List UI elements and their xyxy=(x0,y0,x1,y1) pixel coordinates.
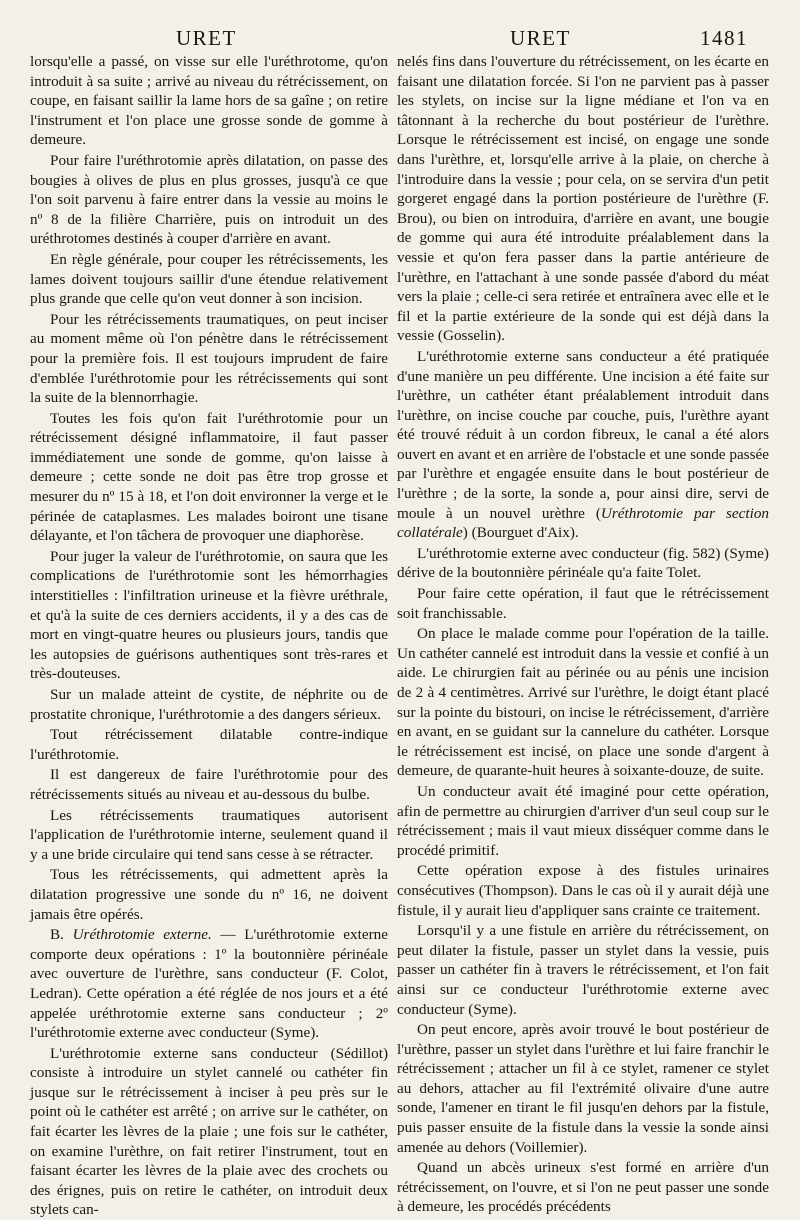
paragraph xyxy=(30,151,388,249)
paragraph xyxy=(397,544,769,583)
paragraph xyxy=(30,685,388,724)
paragraph xyxy=(397,347,769,543)
paragraph xyxy=(30,1044,388,1220)
paragraph-text: Pour faire cette opération, il faut que le rétrécissement soit franchissable. xyxy=(397,585,769,622)
paragraph-text: Sur un malade atteint de cystite, de néphrite ou de prostatite chronique, l'uréthrotomie a des dangers sérieux. xyxy=(30,686,388,723)
paragraph xyxy=(30,865,388,924)
paragraph-text: On place le malade comme pour l'opération de la taille. Un cathéter cannelé est introduit dans la vessie et confié à un aide. Le chirurgien fait au périnée ou au pénis une incision de 2 à 4 centimètres. Arrivé sur l'urèthre, le doigt étant placé sur la pointe du bistouri, on incise le rétrécissement, d'arrière en avant, en se guidant sur la cannelure du cathéter. Lorsque le rétrécissement est incisé, on place une sonde d'argent à demeure, de quarante-huit heures à soixante-douze, de suite. xyxy=(397,625,769,780)
paragraph xyxy=(30,547,388,684)
paragraph-text: B. xyxy=(50,926,73,944)
paragraph-text: L'uréthrotomie externe sans conducteur (Sédillot) consiste à introduire un stylet cannelé ou cathéter fin jusque sur le rétrécissement à inciser à peu près sur le point où le cathéter est arrêté ; on arrive sur le cathéter, on fait écarter les lèvres de la plaie ; une fois sur le cathéter, on examine l'urèthre, on fait retirer l'instrument, tout en faisant écarter les lèvres de la plaie avec des crochets ou des érignes, puis on retire le cathéter, on introduit deux stylets can- xyxy=(30,1044,388,1219)
right-text-column xyxy=(397,52,769,1217)
paragraph xyxy=(397,1020,769,1157)
page-number: 1481 xyxy=(700,26,748,50)
paragraph xyxy=(30,52,388,150)
paragraph-text: Tout rétrécissement dilatable contre-indique l'uréthrotomie. xyxy=(30,726,388,763)
paragraph-text: En règle générale, pour couper les rétrécissements, les lames doivent toujours saillir d'une étendue relativement plus grande que celle qu'on veut donner à son incision. xyxy=(30,250,388,308)
paragraph-text: Pour les rétrécissements traumatiques, on peut inciser au moment même où l'on pénètre dans le rétrécissement pour la première fois. Il est toujours imprudent de faire d'emblée l'uréthrotomie pour les rétrécissements qui sont la suite de la blennorrhagie. xyxy=(30,310,388,407)
paragraph xyxy=(30,250,388,309)
paragraph-text: Cette opération expose à des fistules urinaires consécutives (Thompson). Dans le cas où il y aurait déjà une fistule, il y aurait lieu d'appliquer sans crainte ce traitement. xyxy=(397,862,769,919)
paragraph-text: L'uréthrotomie externe sans conducteur a été pratiquée d'une manière un peu différente. Une incision a été faite sur l'urèthre, un cathéter étant préalablement introduit dans l'urèthre, on incise couche par couche, puis, l'urèthre ayant été trouvé réduit à un cordon fibreux, le canal a été alors ouvert en avant et en arrière de l'obstacle et une sonde passée par l'urèthre et engagée ensuite dans le bout postérieur de l'urèthre ; de la sorte, la sonde a, pour ainsi dire, servi de moule à un nouvel urèthre ( xyxy=(397,347,769,522)
paragraph xyxy=(30,765,388,804)
paragraph xyxy=(397,782,769,860)
paragraph-text: Lorsqu'il y a une fistule en arrière du rétrécissement, on peut dilater la fistule, passer un stylet dans la vessie, puis passer un cathéter fin à travers le rétrécissement, et l'on fait ainsi sur ce conducteur l'uréthrotomie externe avec conducteur (Syme). xyxy=(397,922,769,1018)
paragraph-text: lorsqu'elle a passé, on visse sur elle l'uréthrotome, qu'on introduit à sa suite ; arrivé au niveau du rétrécissement, on coupe, en faisant saillir la lame hors de sa gaîne ; on retire l'instrument et l'on place une grosse sonde de gomme à demeure. xyxy=(30,53,388,149)
paragraph-text: Les rétrécissements traumatiques autorisent l'application de l'uréthrotomie interne, seulement quand il y a une bride circulaire qui tend sans cesse à se rétracter. xyxy=(30,806,388,863)
paragraph xyxy=(30,409,388,546)
left-text-column xyxy=(30,52,388,1220)
paragraph-text: Tous les rétrécissements, qui admettent après la dilatation progressive une sonde du nº 16, ne doivent jamais être opérés. xyxy=(30,866,388,923)
italic-term: Uréthrotomie externe. xyxy=(72,926,212,944)
paragraph xyxy=(397,624,769,781)
paragraph-text: — L'uréthrotomie externe comporte deux opérations : 1º la boutonnière périnéale avec ouverture de l'urèthre, sans conducteur (F. Colot, Ledran). Cette opération a été réglée de nos jours et a été appelée uréthrotomie externe sans conducteur ; 2º l'uréthrotomie externe avec conducteur (Syme). xyxy=(30,926,388,1042)
header-left-title: URET xyxy=(176,26,237,50)
paragraph-text: Quand un abcès urineux s'est formé en arrière d'un rétrécissement, on l'ouvre, et si l'on ne peut passer une sonde à demeure, les procédés précédents xyxy=(397,1159,769,1216)
paragraph xyxy=(397,584,769,623)
paragraph-text: L'uréthrotomie externe avec conducteur (fig. 582) (Syme) dérive de la boutonnière périnéale qu'a faite Tolet. xyxy=(397,544,769,582)
paragraph-text: ) (Bourguet d'Aix). xyxy=(462,524,579,542)
paragraph-text: Pour juger la valeur de l'uréthrotomie, on saura que les complications de l'uréthrotomie sont les hémorrhagies interstitielles : l'infiltration urineuse et la fièvre uréthrale, et qu'à la suite de ces derniers accidents, il y a des cas de mort en vingt-quatre heures ou plusieurs jours, tandis que les autopsies de guérisons authentiques sont très-rares et très-douteuses. xyxy=(30,547,388,683)
paragraph-text: Toutes les fois qu'on fait l'uréthrotomie pour un rétrécissement désigné inflammatoire, il faut passer immédiatement une sonde de gomme, qu'on laisse à demeure ; cette sonde ne doit pas être trop grosse et mesurer du nº 15 à 18, et l'on doit environner la verge et le périnée de cataplasmes. Les malades boiront une tisane délayante, et l'on tâchera de provoquer une diaphorèse. xyxy=(30,409,388,545)
paragraph-text: Il est dangereux de faire l'uréthrotomie pour des rétrécissements situés au niveau et au-dessous du bulbe. xyxy=(30,766,388,803)
paragraph xyxy=(397,861,769,920)
paragraph xyxy=(397,1158,769,1217)
running-header xyxy=(0,26,800,52)
paragraph-text: On peut encore, après avoir trouvé le bout postérieur de l'urèthre, passer un stylet dans l'urèthre et lui faire franchir le rétrécissement ; attacher un fil à ce stylet, ramener ce stylet au dehors, attacher au fil l'extrémité olivaire d'une autre sonde, l'amener en tirant le fil jusqu'en dehors par la fistule, puis passer ensuite de la fistule dans la vessie la sonde ainsi amenée au dehors (Voillemier). xyxy=(397,1021,769,1156)
paragraph xyxy=(397,921,769,1019)
paragraph-text: nelés fins dans l'ouverture du rétrécissement, on les écarte en faisant une dilatation forcée. Si l'on ne parvient pas à passer les stylets, on incise sur la ligne médiane et l'on va en tâtonnant à la recherche du bout postérieur de l'urèthre. Lorsque le rétrécissement est incisé, on engage une sonde dans l'urèthre, et, lorsqu'elle arrive à la plaie, on cherche à l'introduire dans la vessie ; pour cela, on se servira d'un petit gorgeret engagé dans la portion postérieure de l'urèthre (F. Brou), ou bien on introduira, d'arrière en avant, une bougie de gomme qui aura été introduite préalablement dans la vessie et qu'on fera passer dans la partie antérieure de l'urèthre, en l'attachant à une sonde passée d'abord du méat vers la plaie ; celle-ci sera retirée et entraînera avec elle et le fil et la partie extérieure de la sonde qui est déjà dans la vessie (Gosselin). xyxy=(397,53,769,345)
paragraph xyxy=(30,925,388,1043)
paragraph xyxy=(30,310,388,408)
italic-term: Uréthrotomie par section collatérale xyxy=(397,504,770,542)
paragraph xyxy=(397,52,769,346)
paragraph-text: Pour faire l'uréthrotomie après dilatation, on passe des bougies à olives de plus en plus grosses, jusqu'à ce que l'on soit parvenu à faire entrer dans la vessie au moins le nº 8 de la filière Charrière, puis on introduit un des uréthrotomes destinés à couper d'arrière en avant. xyxy=(30,151,388,248)
header-right-title: URET xyxy=(510,26,571,50)
paragraph-text: Un conducteur avait été imaginé pour cette opération, afin de permettre au chirurgien d'arriver d'un seul coup sur le rétrécissement ; mais il vaut mieux disséquer comme dans le procédé primitif. xyxy=(397,782,769,859)
paragraph xyxy=(30,725,388,764)
paragraph xyxy=(30,806,388,865)
